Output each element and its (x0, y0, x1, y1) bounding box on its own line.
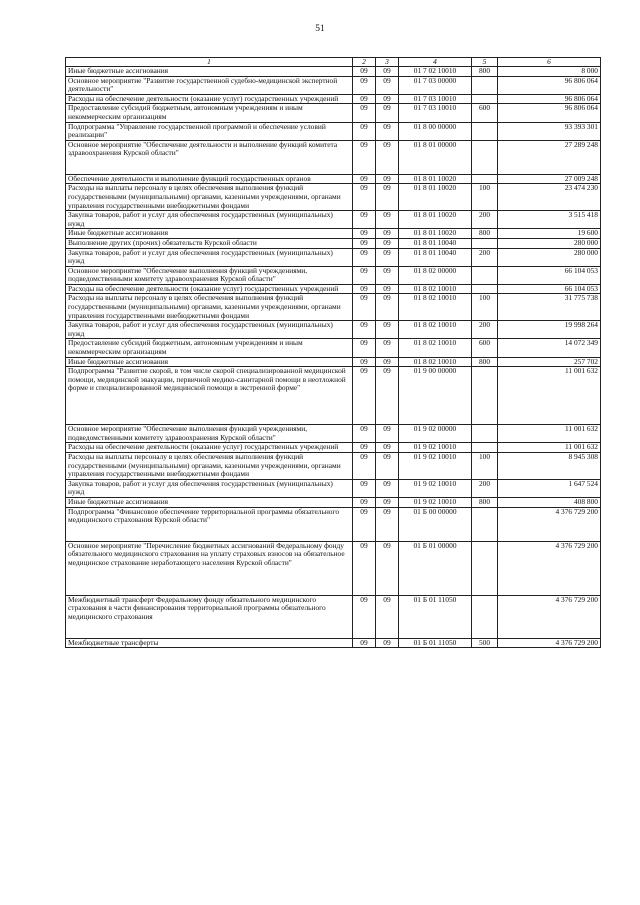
target-article-code: 01 8 01 10020 (399, 211, 472, 229)
subsection-code: 09 (376, 76, 399, 94)
subsection-code: 09 (376, 238, 399, 248)
subsection-code: 09 (376, 321, 399, 339)
amount: 11 001 632 (498, 367, 601, 425)
target-article-code: 01 8 01 10040 (399, 238, 472, 248)
section-code: 09 (353, 453, 376, 480)
amount: 96 806 064 (498, 76, 601, 94)
target-article-code: 01 Б 00 00000 (399, 507, 472, 541)
section-code: 09 (353, 174, 376, 184)
budget-item-name: Иные бюджетные ассигнования (66, 357, 353, 367)
column-header-4: 4 (399, 58, 472, 67)
table-row (66, 321, 601, 339)
target-article-code: 01 8 02 10010 (399, 321, 472, 339)
table-row (66, 425, 601, 443)
amount: 4 376 729 200 (498, 541, 601, 595)
expense-type-code (472, 541, 498, 595)
target-article-code: 01 9 02 10010 (399, 479, 472, 497)
subsection-code: 09 (376, 541, 399, 595)
target-article-code: 01 8 02 10010 (399, 284, 472, 294)
budget-item-name: Основное мероприятие "Обеспечение выполнения функций учреждениями, подведомственными комитету здравоохранения Курской области" (66, 266, 353, 284)
expense-type-code (472, 266, 498, 284)
target-article-code: 01 7 03 10010 (399, 104, 472, 122)
expense-type-code: 100 (472, 294, 498, 321)
table-row (66, 238, 601, 248)
budget-item-name: Подпрограмма "Развитие скорой, в том числе скорой специализированной медицинской помощи, медицинской эвакуации, первичной медико-санитарной помощи в неотложной форме и специализированной медицинской помощи в экстренной форме" (66, 367, 353, 425)
table-row (66, 266, 601, 284)
subsection-code: 09 (376, 507, 399, 541)
subsection-code: 09 (376, 104, 399, 122)
expense-type-code (472, 122, 498, 140)
budget-item-name: Расходы на обеспечение деятельности (оказание услуг) государственных учреждений (66, 94, 353, 104)
expense-type-code (472, 595, 498, 638)
subsection-code: 09 (376, 425, 399, 443)
budget-item-name: Расходы на выплаты персоналу в целях обеспечения выполнения функций государственными (муниципальными) органами, казенными учреждениями, органами управления государственными внебюджетными фондами (66, 294, 353, 321)
subsection-code: 09 (376, 443, 399, 453)
budget-item-name: Межбюджетные трансферты (66, 638, 353, 648)
subsection-code: 09 (376, 367, 399, 425)
section-code: 09 (353, 184, 376, 211)
section-code: 09 (353, 339, 376, 357)
amount: 11 001 632 (498, 443, 601, 453)
table-row (66, 339, 601, 357)
subsection-code: 09 (376, 140, 399, 174)
budget-item-name: Основное мероприятие "Перечисление бюджетных ассигнований Федеральному фонду обязательного медицинского страхования на уплату страховых взносов на обязательное медицинское страхование неработающего населения Курской области" (66, 541, 353, 595)
subsection-code: 09 (376, 497, 399, 507)
table-row (66, 479, 601, 497)
target-article-code: 01 8 02 10010 (399, 339, 472, 357)
section-code: 09 (353, 104, 376, 122)
section-code: 09 (353, 541, 376, 595)
expense-type-code (472, 367, 498, 425)
target-article-code: 01 8 01 10020 (399, 174, 472, 184)
column-header-6: 6 (498, 58, 601, 67)
table-row (66, 453, 601, 480)
expense-type-code: 800 (472, 229, 498, 239)
amount: 8 000 (498, 67, 601, 77)
amount: 8 945 308 (498, 453, 601, 480)
expense-type-code: 500 (472, 638, 498, 648)
budget-item-name: Предоставление субсидий бюджетным, автономным учреждениям и иным некоммерческим организациям (66, 339, 353, 357)
table-row (66, 284, 601, 294)
table-row (66, 541, 601, 595)
section-code: 09 (353, 595, 376, 638)
budget-item-name: Иные бюджетные ассигнования (66, 497, 353, 507)
amount: 4 376 729 200 (498, 507, 601, 541)
table-row (66, 94, 601, 104)
amount: 96 806 064 (498, 104, 601, 122)
subsection-code: 09 (376, 184, 399, 211)
target-article-code: 01 Б 01 00000 (399, 541, 472, 595)
target-article-code: 01 8 01 00000 (399, 140, 472, 174)
budget-item-name: Межбюджетный трансферт Федеральному фонду обязательного медицинского страхования в части финансирования территориальной программы обязательного медицинского страхования (66, 595, 353, 638)
subsection-code: 09 (376, 211, 399, 229)
subsection-code: 09 (376, 453, 399, 480)
amount: 96 806 064 (498, 94, 601, 104)
section-code: 09 (353, 497, 376, 507)
budget-item-name: Закупка товаров, работ и услуг для обеспечения государственных (муниципальных) нужд (66, 321, 353, 339)
target-article-code: 01 9 02 10010 (399, 497, 472, 507)
amount: 4 376 729 200 (498, 638, 601, 648)
amount: 19 600 (498, 229, 601, 239)
expense-type-code: 200 (472, 248, 498, 266)
expense-type-code (472, 238, 498, 248)
table-row (66, 76, 601, 94)
budget-item-name: Предоставление субсидий бюджетным, автономным учреждениям и иным некоммерческим организациям (66, 104, 353, 122)
target-article-code: 01 9 02 10010 (399, 443, 472, 453)
budget-item-name: Основное мероприятие "Обеспечение деятельности и выполнение функций комитета здравоохранения Курской области" (66, 140, 353, 174)
amount: 3 515 418 (498, 211, 601, 229)
budget-item-name: Расходы на выплаты персоналу в целях обеспечения выполнения функций государственными (муниципальными) органами, казенными учреждениями, органами управления государственными внебюджетными фондами (66, 184, 353, 211)
budget-item-name: Закупка товаров, работ и услуг для обеспечения государственных (муниципальных) нужд (66, 248, 353, 266)
section-code: 09 (353, 284, 376, 294)
amount: 14 072 349 (498, 339, 601, 357)
section-code: 09 (353, 76, 376, 94)
target-article-code: 01 9 00 00000 (399, 367, 472, 425)
table-row (66, 174, 601, 184)
table-row (66, 67, 601, 77)
expense-type-code (472, 443, 498, 453)
budget-item-name: Расходы на обеспечение деятельности (оказание услуг) государственных учреждений (66, 284, 353, 294)
target-article-code: 01 8 00 00000 (399, 122, 472, 140)
table-row (66, 638, 601, 648)
expense-type-code: 200 (472, 479, 498, 497)
amount: 27 009 248 (498, 174, 601, 184)
section-code: 09 (353, 238, 376, 248)
expense-type-code: 800 (472, 497, 498, 507)
subsection-code: 09 (376, 294, 399, 321)
subsection-code: 09 (376, 638, 399, 648)
section-code: 09 (353, 94, 376, 104)
column-number-row (66, 58, 601, 67)
column-header-1: 1 (66, 58, 353, 67)
column-header-3: 3 (376, 58, 399, 67)
section-code: 09 (353, 507, 376, 541)
target-article-code: 01 9 02 00000 (399, 425, 472, 443)
expense-type-code (472, 76, 498, 94)
section-code: 09 (353, 294, 376, 321)
expense-type-code: 100 (472, 453, 498, 480)
subsection-code: 09 (376, 595, 399, 638)
subsection-code: 09 (376, 122, 399, 140)
expense-type-code: 200 (472, 321, 498, 339)
target-article-code: 01 7 03 10010 (399, 94, 472, 104)
budget-item-name: Основное мероприятие "Развитие государственной судебно-медицинской экспертной деятельности" (66, 76, 353, 94)
target-article-code: 01 Б 01 11050 (399, 595, 472, 638)
amount: 257 702 (498, 357, 601, 367)
target-article-code: 01 8 02 00000 (399, 266, 472, 284)
amount: 93 393 301 (498, 122, 601, 140)
budget-item-name: Закупка товаров, работ и услуг для обеспечения государственных (муниципальных) нужд (66, 479, 353, 497)
target-article-code: 01 Б 01 11050 (399, 638, 472, 648)
target-article-code: 01 8 02 10010 (399, 294, 472, 321)
subsection-code: 09 (376, 339, 399, 357)
section-code: 09 (353, 67, 376, 77)
table-body (66, 67, 601, 648)
subsection-code: 09 (376, 284, 399, 294)
budget-item-name: Закупка товаров, работ и услуг для обеспечения государственных (муниципальных) нужд (66, 211, 353, 229)
expense-type-code (472, 174, 498, 184)
expense-type-code: 600 (472, 339, 498, 357)
amount: 27 289 248 (498, 140, 601, 174)
section-code: 09 (353, 357, 376, 367)
subsection-code: 09 (376, 94, 399, 104)
budget-item-name: Подпрограмма "Управление государственной программой и обеспечение условий реализации" (66, 122, 353, 140)
expense-type-code (472, 507, 498, 541)
expense-type-code: 800 (472, 357, 498, 367)
amount: 66 104 053 (498, 284, 601, 294)
budget-item-name: Обеспечение деятельности и выполнение функций государственных органов (66, 174, 353, 184)
target-article-code: 01 8 01 10040 (399, 248, 472, 266)
section-code: 09 (353, 122, 376, 140)
section-code: 09 (353, 211, 376, 229)
page-number: 51 (315, 24, 325, 34)
budget-table (65, 57, 601, 648)
target-article-code: 01 7 02 10010 (399, 67, 472, 77)
budget-item-name: Иные бюджетные ассигнования (66, 229, 353, 239)
subsection-code: 09 (376, 479, 399, 497)
table-row (66, 248, 601, 266)
expense-type-code (472, 284, 498, 294)
amount: 19 998 264 (498, 321, 601, 339)
expense-type-code (472, 425, 498, 443)
budget-item-name: Расходы на выплаты персоналу в целях обеспечения выполнения функций государственными (муниципальными) органами, казенными учреждениями, органами управления государственными внебюджетными фондами (66, 453, 353, 480)
table-row (66, 357, 601, 367)
expense-type-code (472, 140, 498, 174)
expense-type-code: 100 (472, 184, 498, 211)
section-code: 09 (353, 425, 376, 443)
section-code: 09 (353, 367, 376, 425)
subsection-code: 09 (376, 357, 399, 367)
section-code: 09 (353, 248, 376, 266)
target-article-code: 01 9 02 10010 (399, 453, 472, 480)
budget-item-name: Выполнение других (прочих) обязательств Курской области (66, 238, 353, 248)
section-code: 09 (353, 443, 376, 453)
target-article-code: 01 8 01 10020 (399, 229, 472, 239)
table-row (66, 294, 601, 321)
section-code: 09 (353, 479, 376, 497)
section-code: 09 (353, 321, 376, 339)
expense-type-code: 200 (472, 211, 498, 229)
expense-type-code (472, 94, 498, 104)
amount: 66 104 053 (498, 266, 601, 284)
budget-item-name: Расходы на обеспечение деятельности (оказание услуг) государственных учреждений (66, 443, 353, 453)
table-row (66, 229, 601, 239)
table-row (66, 595, 601, 638)
target-article-code: 01 7 03 00000 (399, 76, 472, 94)
table-row (66, 367, 601, 425)
subsection-code: 09 (376, 248, 399, 266)
subsection-code: 09 (376, 266, 399, 284)
table-row (66, 507, 601, 541)
section-code: 09 (353, 140, 376, 174)
amount: 1 647 524 (498, 479, 601, 497)
amount: 408 800 (498, 497, 601, 507)
table-row (66, 184, 601, 211)
subsection-code: 09 (376, 229, 399, 239)
section-code: 09 (353, 229, 376, 239)
amount: 280 000 (498, 248, 601, 266)
amount: 4 376 729 200 (498, 595, 601, 638)
amount: 280 000 (498, 238, 601, 248)
column-header-2: 2 (353, 58, 376, 67)
expense-type-code: 800 (472, 67, 498, 77)
budget-item-name: Основное мероприятие "Обеспечение выполнения функций учреждениями, подведомственными комитету здравоохранения Курской области" (66, 425, 353, 443)
table-row (66, 497, 601, 507)
table-row (66, 122, 601, 140)
subsection-code: 09 (376, 174, 399, 184)
table-row (66, 443, 601, 453)
target-article-code: 01 8 01 10020 (399, 184, 472, 211)
amount: 23 474 230 (498, 184, 601, 211)
section-code: 09 (353, 638, 376, 648)
budget-item-name: Подпрограмма "Финансовое обеспечение территориальной программы обязательного медицинского страхования Курской области" (66, 507, 353, 541)
table-row (66, 140, 601, 174)
amount: 31 775 738 (498, 294, 601, 321)
section-code: 09 (353, 266, 376, 284)
table-row (66, 211, 601, 229)
amount: 11 001 632 (498, 425, 601, 443)
table-header (66, 58, 601, 67)
budget-item-name: Иные бюджетные ассигнования (66, 67, 353, 77)
table-row (66, 104, 601, 122)
target-article-code: 01 8 02 10010 (399, 357, 472, 367)
subsection-code: 09 (376, 67, 399, 77)
expense-type-code: 600 (472, 104, 498, 122)
column-header-5: 5 (472, 58, 498, 67)
